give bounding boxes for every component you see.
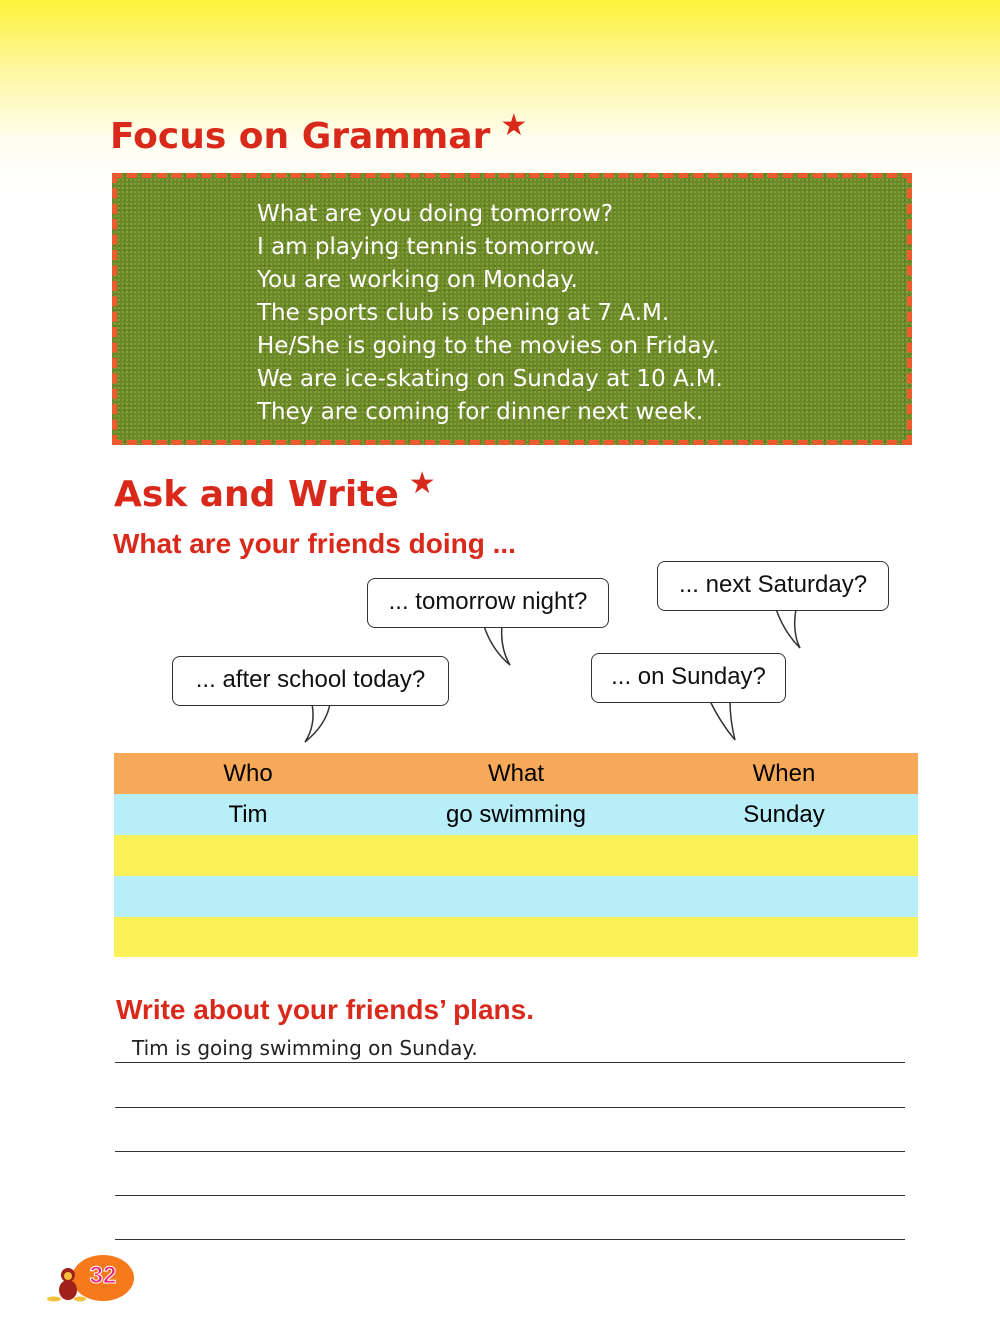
bubble-after-school: ... after school today?	[172, 656, 449, 706]
cell-who: Tim	[228, 800, 268, 828]
grammar-title: Focus on Grammar	[110, 116, 491, 157]
example-sentence: Tim is going swimming on Sunday.	[132, 1036, 478, 1060]
table-header	[114, 753, 918, 794]
cell-when: Sunday	[743, 800, 825, 828]
page-number-badge: 32	[72, 1255, 134, 1301]
bubble-next-saturday: ... next Saturday?	[657, 561, 889, 611]
table-row[interactable]	[114, 917, 918, 957]
header-who: Who	[223, 759, 273, 787]
grammar-line: What are you doing tomorrow?	[257, 201, 614, 227]
star-icon: ★	[408, 467, 436, 500]
header-what: What	[487, 759, 544, 787]
header-when: When	[752, 759, 816, 787]
ask-title: Ask and Write	[114, 474, 399, 515]
table-row[interactable]	[114, 835, 918, 876]
grammar-line: They are coming for dinner next week.	[257, 399, 704, 425]
grammar-line: The sports club is opening at 7 A.M.	[257, 300, 670, 326]
write-line[interactable]	[115, 1062, 905, 1063]
write-line[interactable]	[115, 1239, 905, 1240]
write-line[interactable]	[115, 1107, 905, 1108]
grammar-line: You are working on Monday.	[257, 267, 578, 293]
grammar-line: I am playing tennis tomorrow.	[257, 234, 601, 260]
monkey-mascot-icon	[46, 1266, 86, 1302]
bubble-tomorrow-night: ... tomorrow night?	[367, 578, 609, 628]
bubble-on-sunday: ... on Sunday?	[591, 653, 786, 703]
write-line[interactable]	[115, 1151, 905, 1152]
grammar-line: He/She is going to the movies on Friday.	[257, 333, 720, 359]
write-line[interactable]	[115, 1195, 905, 1196]
plans-table	[114, 753, 918, 957]
table-row	[114, 794, 918, 835]
ask-subtitle: What are your friends doing ...	[113, 528, 516, 559]
table-row[interactable]	[114, 876, 918, 917]
star-icon: ★	[500, 109, 528, 142]
write-title: Write about your friends’ plans.	[116, 994, 534, 1025]
grammar-line: We are ice-skating on Sunday at 10 A.M.	[257, 366, 723, 392]
cell-what: go swimming	[445, 800, 587, 828]
